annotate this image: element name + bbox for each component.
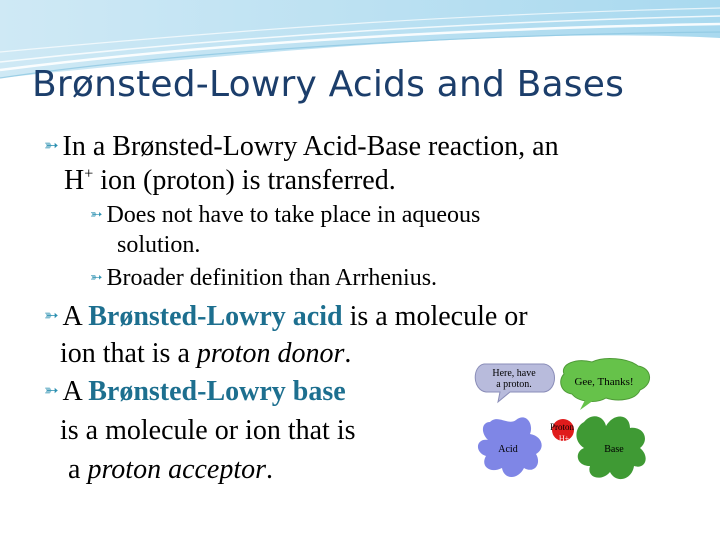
circle-swirl-icon: ➳	[44, 381, 59, 401]
sub-bullet-aqueous	[90, 202, 480, 229]
base-bubble-text: Gee, Thanks!	[574, 376, 634, 388]
base-term: Brønsted-Lowry base	[88, 376, 346, 407]
slide-title: Brønsted-Lowry Acids and Bases	[32, 64, 625, 105]
sub-bullet-text: Broader definition than Arrhenius.	[106, 265, 438, 291]
circle-swirl-icon: ➳	[90, 269, 103, 286]
circle-swirl-icon: ➳	[44, 136, 59, 156]
acid-bubble-line2: a proton.	[496, 379, 532, 390]
proton-donor-term: proton donor	[196, 338, 345, 369]
acid-base-cartoon	[468, 356, 658, 490]
bullet-text: .	[266, 454, 274, 485]
acid-bubble-line1: Here, have	[492, 368, 536, 379]
acid-label: Acid	[498, 444, 518, 455]
sub-bullet-arrhenius	[90, 265, 437, 292]
acid-molecule	[478, 417, 542, 477]
bullet-proton-transfer	[44, 131, 559, 163]
proton-label: Proton	[549, 422, 575, 432]
circle-swirl-icon: ➳	[44, 306, 59, 326]
proton-acceptor-term: proton acceptor	[87, 454, 267, 485]
bullet-text: is a molecule or ion that is	[60, 415, 356, 446]
circle-swirl-icon: ➳	[90, 206, 103, 223]
bullet-text: In a Brønsted-Lowry Acid-Base reaction, an	[62, 131, 559, 162]
plus-superscript: +	[84, 165, 94, 183]
bullet-text: ion that is a	[60, 338, 197, 369]
sub-bullet-text: solution.	[117, 232, 201, 258]
base-molecule	[576, 416, 645, 479]
bullet-text: .	[344, 338, 352, 369]
bullet-base-definition	[44, 376, 346, 408]
bullet-proton-transfer-cont	[64, 165, 396, 197]
base-speech-bubble	[561, 359, 650, 410]
bullet-base-definition-cont	[60, 415, 356, 447]
bullet-text: a	[68, 454, 88, 485]
bullet-text: ion (proton) is transferred.	[93, 165, 396, 196]
bullet-text: A	[62, 301, 89, 332]
proton-symbol: H+	[558, 434, 570, 443]
sub-bullet-text: Does not have to take place in aqueous	[106, 202, 481, 228]
acid-speech-bubble	[475, 364, 554, 402]
hydrogen-symbol: H	[64, 165, 85, 196]
bullet-base-definition-cont2	[68, 454, 273, 486]
base-label: Base	[604, 444, 624, 455]
bullet-text: A	[62, 376, 89, 407]
proton	[550, 419, 575, 443]
bullet-acid-definition-cont	[60, 338, 351, 370]
bullet-text: is a molecule or	[342, 301, 528, 332]
acid-term: Brønsted-Lowry acid	[88, 301, 343, 332]
sub-bullet-aqueous-cont	[117, 232, 200, 259]
bullet-acid-definition	[44, 301, 528, 333]
